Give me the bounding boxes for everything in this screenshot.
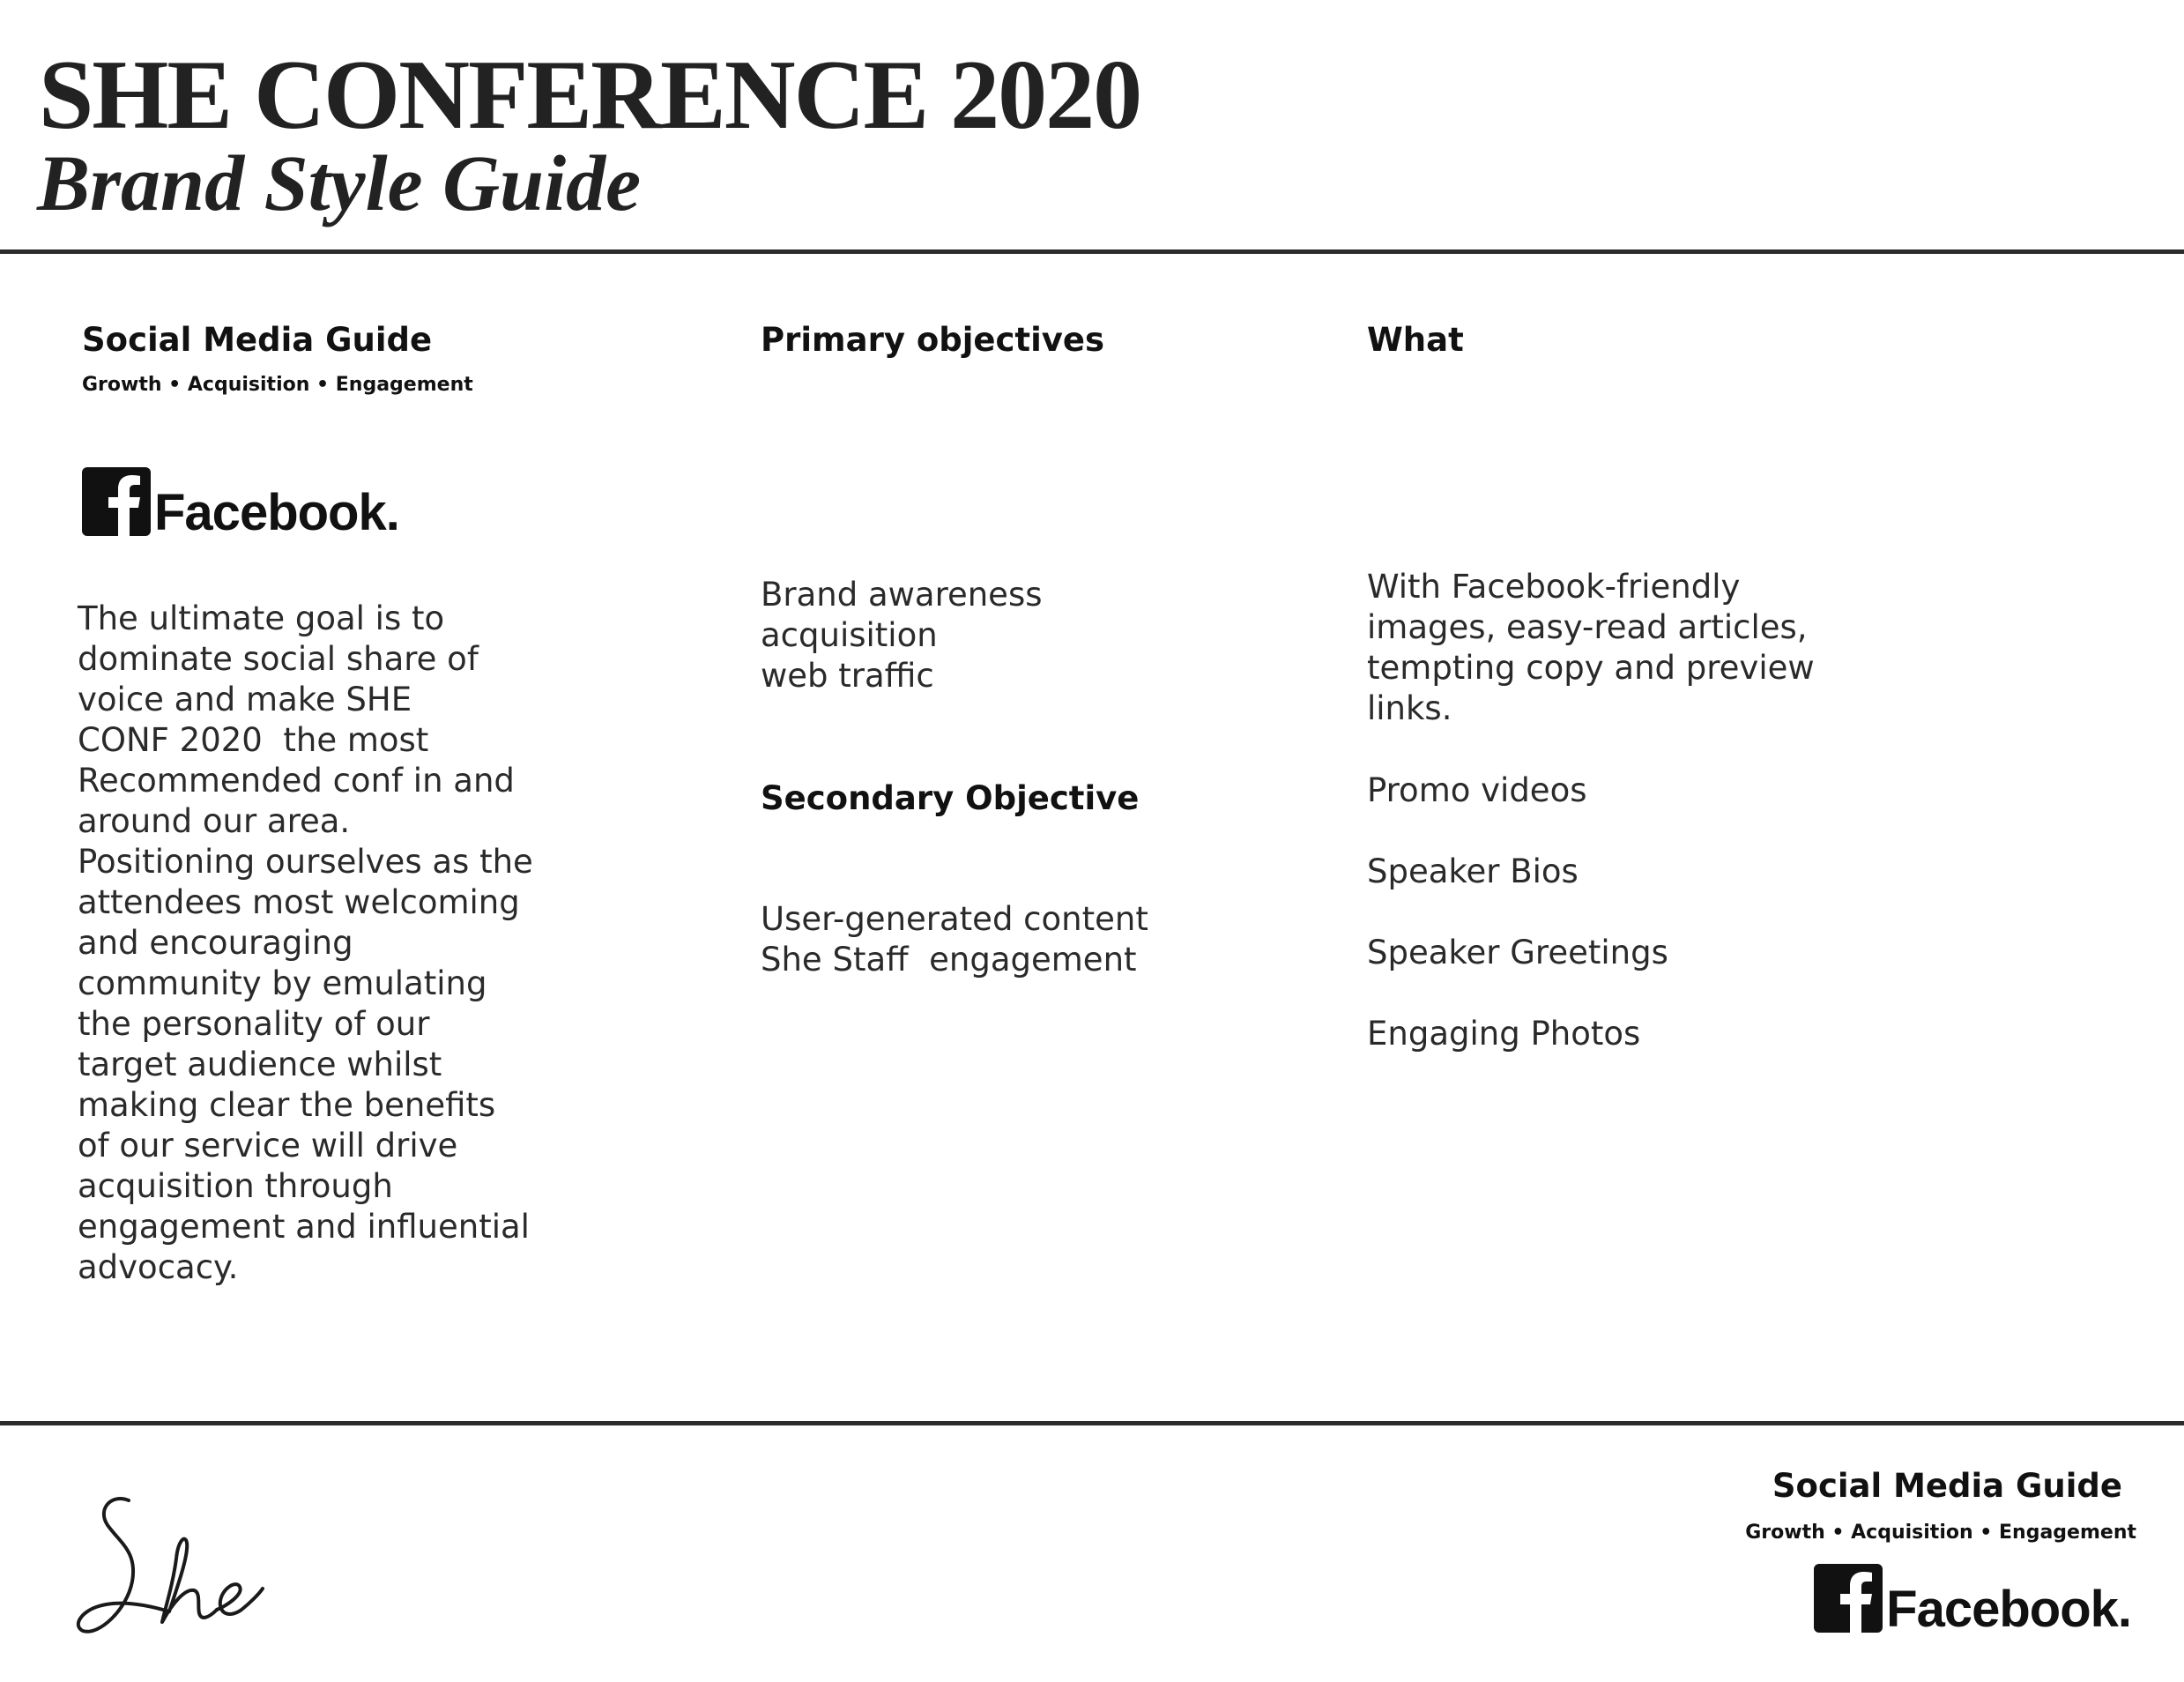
paragraph-line: Positioning ourselves as the — [78, 843, 533, 881]
paragraph-line: making clear the benefits — [78, 1086, 496, 1124]
goal-paragraph — [78, 599, 533, 1288]
paragraph-line: acquisition through — [78, 1167, 393, 1205]
facebook-logo — [82, 467, 399, 541]
list-item: acquisition — [761, 616, 938, 654]
facebook-f-icon — [1814, 1564, 1883, 1633]
paragraph-line: attendees most welcoming — [78, 883, 520, 921]
list-item: User-generated content — [761, 900, 1148, 938]
paragraph-line: links. — [1367, 689, 1452, 727]
paragraph-line: advocacy. — [78, 1248, 239, 1286]
what-intro-paragraph — [1367, 567, 1815, 729]
paragraph-line: Recommended conf in and — [78, 762, 515, 800]
paragraph-line: dominate social share of — [78, 640, 479, 678]
secondary-objective-heading: Secondary Objective — [761, 779, 1140, 817]
list-item: web traffic — [761, 657, 934, 695]
list-item: She Staff engagement — [761, 941, 1137, 979]
facebook-wordmark: Facebook. — [154, 483, 399, 541]
paragraph-line: of our service will drive — [78, 1127, 458, 1165]
guide-tagline: Growth • Acquisition • Engagement — [82, 374, 473, 396]
paragraph-line: target audience whilst — [78, 1046, 442, 1083]
secondary-objectives-list — [761, 899, 1148, 980]
social-media-guide-heading: Social Media Guide — [82, 321, 433, 359]
document-title: SHE CONFERENCE 2020 — [39, 41, 1141, 150]
paragraph-line: and encouraging — [78, 924, 353, 962]
paragraph-line: engagement and influential — [78, 1208, 530, 1246]
footer-social-media-guide-heading: Social Media Guide — [1772, 1467, 2122, 1505]
footer-facebook-logo — [1814, 1564, 2131, 1638]
document-subtitle: Brand Style Guide — [37, 140, 642, 227]
paragraph-line: community by emulating — [78, 964, 487, 1002]
primary-objectives-list — [761, 575, 1043, 696]
what-item-engaging-photos: Engaging Photos — [1367, 1015, 1641, 1053]
paragraph-line: images, easy-read articles, — [1367, 608, 1808, 646]
what-item-speaker-greetings: Speaker Greetings — [1367, 934, 1668, 971]
she-signature-logo — [74, 1490, 277, 1653]
paragraph-line: tempting copy and preview — [1367, 649, 1815, 687]
paragraph-line: With Facebook-friendly — [1367, 568, 1741, 606]
what-item-speaker-bios: Speaker Bios — [1367, 852, 1579, 890]
paragraph-line: around our area. — [78, 802, 351, 840]
footer-divider — [0, 1421, 2184, 1425]
footer-tagline: Growth • Acquisition • Engagement — [1745, 1522, 2136, 1544]
paragraph-line: voice and make SHE — [78, 681, 412, 718]
list-item: Brand awareness — [761, 576, 1043, 614]
paragraph-line: CONF 2020 the most — [78, 721, 429, 759]
what-item-promo-videos: Promo videos — [1367, 771, 1587, 809]
primary-objectives-heading: Primary objectives — [761, 321, 1105, 359]
what-heading: What — [1367, 321, 1464, 359]
facebook-wordmark: Facebook. — [1886, 1580, 2131, 1638]
header-divider — [0, 249, 2184, 254]
paragraph-line: the personality of our — [78, 1005, 430, 1043]
paragraph-line: The ultimate goal is to — [78, 599, 445, 637]
facebook-f-icon — [82, 467, 151, 536]
